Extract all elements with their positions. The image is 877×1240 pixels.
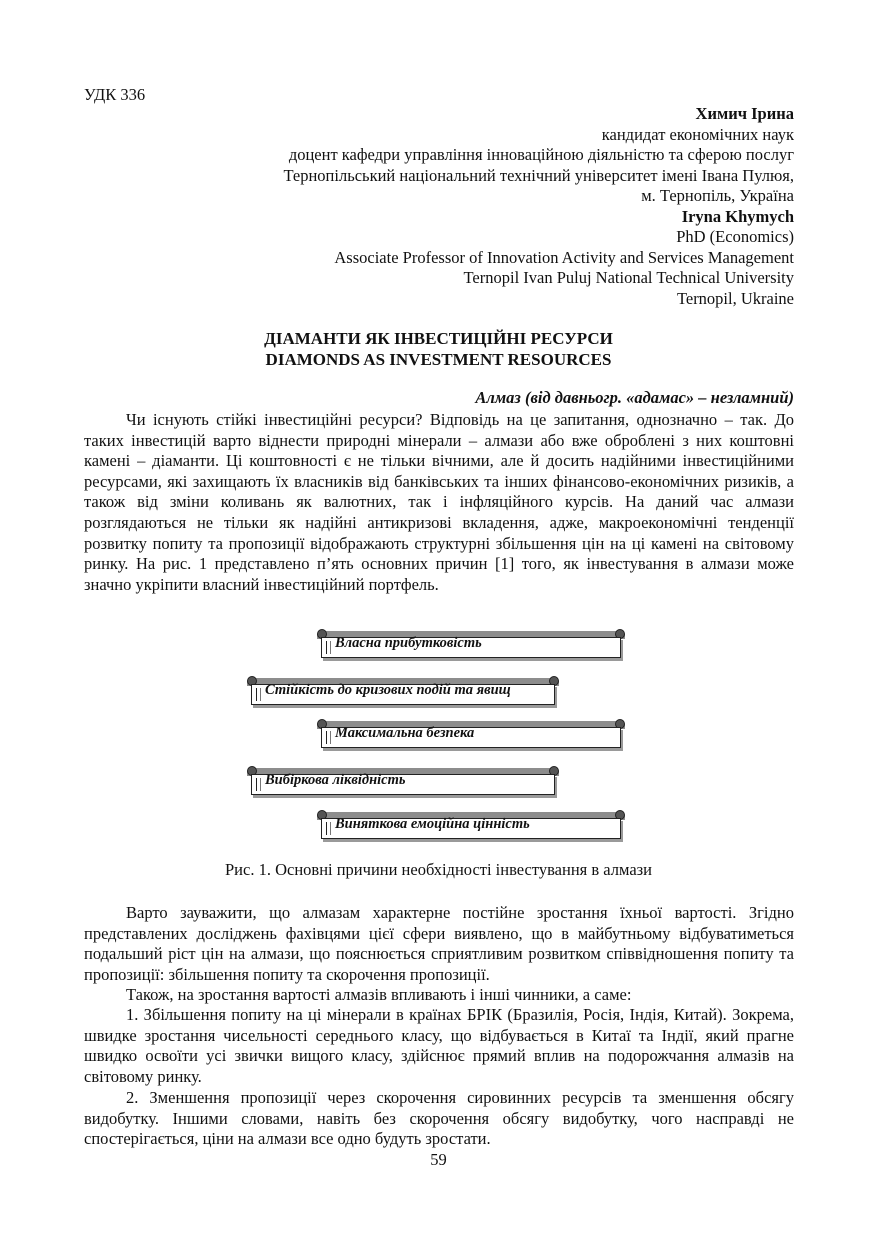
page-number: 59 — [430, 1150, 447, 1169]
author-degree-en: PhD (Economics) — [676, 227, 794, 246]
author-position-en: Associate Professor of Innovation Activity and Services Management — [334, 247, 794, 267]
banner-label: Максимальна безпека — [335, 725, 475, 741]
paragraph-factor-2: 2. Зменшення пропозиції через скорочення сировинних ресурсів та зменшення обсягу видобутку. Іншими словами, навіть без скорочення обсягу видобутку, чого насправді не спостерігається, ціни на алмази все одно будуть зростати. — [84, 1088, 794, 1149]
author-city-en: Ternopil, Ukraine — [676, 288, 794, 308]
paragraph-factor-1: 1. Збільшення попиту на ці мінерали в країнах БРІК (Бразилія, Росія, Індія, Китай). Зокрема, швидке зростання чисельності середнього класу, що відбувається в Китаї та Індії, який прагне швидко освоїти усі звички вищого класу, здійснює прямий вплив на подорожчання алмазів на світовому ринку. — [84, 1005, 794, 1086]
author-university-ua: Тернопільський національний технічний університет імені Івана Пулюя, — [283, 165, 794, 185]
banner-label: Вибіркова ліквідність — [265, 772, 406, 788]
banner-label: Власна прибутковість — [335, 635, 482, 651]
banner-label: Виняткова емоційна цінність — [335, 816, 530, 832]
author-position-ua: доцент кафедри управління інноваційною діяльністю та сферою послуг — [288, 145, 794, 164]
banner-item-1 — [317, 631, 625, 658]
author-city-ua: м. Тернопіль, Україна — [641, 186, 794, 205]
udk-code: УДК 336 — [84, 85, 146, 104]
author-block — [283, 104, 794, 309]
paragraph-intro: Чи існують стійкі інвестиційні ресурси? Відповідь на це запитання, однозначно – так. До таких інвестицій варто віднести природні мінерали – алмази або вже оброблені з них коштовні камені – діаманти. Ці коштовності є не тільки вічними, але й досить надійними інвестиційними ресурсами, які захищають їх власників від банківських та інших фінансово-економічних ризиків, а також від зміни коливань як валютних, так і інфляційного курсів. На даний час алмази розглядаються не тільки як надійні антикризові вкладення, адже, макроекономічні тенденції розвитку попиту та пропозиції відображають структурні збільшення цін на ці камені на світовому ринку. На рис. 1 представлено п’ять основних причин [1] того, як інвестування в алмази може значно укріпити власний інвестиційний портфель. — [84, 410, 794, 594]
paragraph-growth: Варто зауважити, що алмазам характерне постійне зростання їхньої вартості. Згідно представлених досліджень фахівцями цієї сфери виявлено, що в майбутньому відбуватиметься подальший ріст цін на алмази, що пояснюється сприятливим розвитком співвідношення попиту та пропозиції: збільшення попиту та скорочення пропозиції. — [84, 903, 794, 984]
paper-title-ua: ДІАМАНТИ ЯК ІНВЕСТИЦІЙНІ РЕСУРСИ — [264, 329, 613, 348]
figure-caption: Рис. 1. Основні причини необхідності інвестування в алмази — [225, 860, 652, 879]
author-degree-ua: кандидат економічних наук — [601, 124, 794, 144]
banner-item-2 — [247, 678, 559, 705]
paper-title — [0, 328, 877, 370]
banner-item-5 — [317, 812, 625, 839]
paper-title-en: DIAMONDS AS INVESTMENT RESOURCES — [265, 350, 612, 369]
author-university-en: Ternopil Ivan Puluj National Technical University — [463, 268, 794, 287]
epigraph: Алмаз (від давньогр. «адамас» – незламний) — [475, 388, 794, 407]
banner-item-4 — [247, 768, 559, 795]
banner-label: Стійкість до кризових подій та явищ — [265, 682, 511, 698]
author-name-en: Iryna Khymych — [681, 206, 794, 226]
figure-1 — [0, 620, 877, 850]
paragraph-factors-intro: Також, на зростання вартості алмазів впливають і інші чинники, а саме: — [126, 985, 632, 1004]
author-name-ua: Химич Ірина — [695, 104, 794, 123]
banner-item-3 — [317, 721, 625, 748]
